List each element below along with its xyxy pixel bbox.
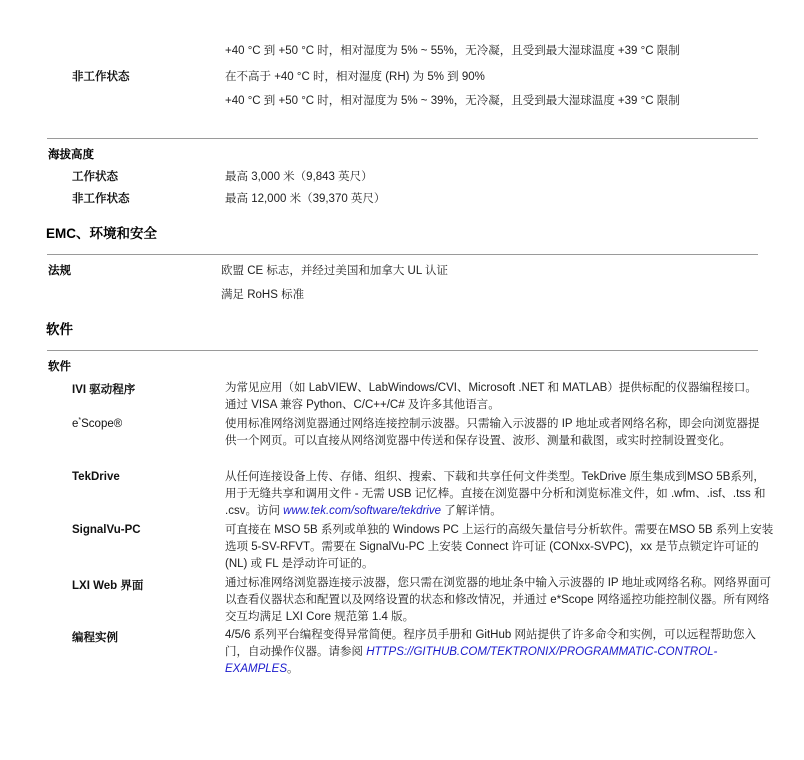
divider-emc: [47, 254, 758, 255]
programming-examples-description: [225, 627, 775, 678]
programming-text-after: 。: [287, 663, 299, 675]
escope-label-text: e*Scope®: [72, 417, 123, 430]
escope-label: [72, 418, 122, 430]
lxi-web-description: 通过标准网络浏览器连接示波器，您只需在浏览器的地址条中输入示波器的 IP 地址或网络名称。网络界面可以查看仪器状态和配置以及网络设置的状态和修改情况，并通过 e*Scope 网络遥控功能控制仪器。所有网络交互均满足 LXI Core 规范第 1.4 版。: [225, 577, 772, 623]
operating-humidity-line2: +40 °C 到 +50 °C 时，相对湿度为 5% ~ 55%，无冷凝，且受到最大湿球温度 +39 °C 限制: [225, 45, 680, 57]
divider-altitude: [47, 138, 758, 139]
emc-section-heading: EMC、环境和安全: [46, 226, 157, 241]
programming-text-before: 4/5/6 系列平台编程变得异常简便。程序员手册和 GitHub 网站提供了许多命令和实例，可以远程帮助您入门，自动操作仪器。请参阅: [225, 629, 756, 658]
ivi-driver-label: IVI 驱动程序: [72, 384, 136, 396]
divider-software: [47, 350, 758, 351]
altitude-operating-label: 工作状态: [72, 171, 118, 183]
altitude-non-operating-label: 非工作状态: [72, 193, 130, 205]
software-section-heading: 软件: [46, 322, 73, 337]
tekdrive-link[interactable]: www.tek.com/software/tekdrive: [283, 505, 441, 517]
tekdrive-text-after: 了解详情。: [441, 505, 502, 517]
escope-description: 使用标准网络浏览器通过网络连接控制示波器。只需输入示波器的 IP 地址或者网络名称，即会向浏览器提供一个网页。可以直接从网络浏览器中传送和保存设置、波形、测量和截图，或实时控制设置变化。: [225, 418, 760, 447]
signalvu-description: 可直接在 MSO 5B 系列或单独的 Windows PC 上运行的高级矢量信号分析软件。需要在MSO 5B 系列上安装选项 5-SV-RFVT。需要在 SignalVu-PC 上安装 Connect 许可证 (CONxx-SVPC)，xx 是节点锁定许可证的 (NL) 或 FL 是浮动许可证的。: [225, 524, 774, 570]
regulatory-line2: 满足 RoHS 标准: [221, 289, 305, 301]
signalvu-label: SignalVu-PC: [72, 524, 141, 536]
ivi-driver-description: 为常见应用（如 LabVIEW、LabWindows/CVI、Microsoft .NET 和 MATLAB）提供标配的仪器编程接口。通过 VISA 兼容 Python、C/C++/C# 及许多其他语言。: [225, 382, 757, 411]
tekdrive-description: [225, 469, 770, 520]
regulatory-line1: 欧盟 CE 标志，并经过美国和加拿大 UL 认证: [221, 265, 449, 277]
lxi-web-label: LXI Web 界面: [72, 580, 144, 592]
github-examples-link[interactable]: HTTPS://GITHUB.COM/TEKTRONIX/PROGRAMMATIC-CONTROL-EXAMPLES: [225, 646, 718, 675]
non-operating-humidity-label: 非工作状态: [72, 71, 130, 83]
regulatory-label: 法规: [48, 265, 71, 277]
software-subheading: 软件: [48, 361, 71, 373]
tekdrive-label: TekDrive: [72, 471, 120, 483]
altitude-non-operating-value: 最高 12,000 米（39,370 英尺）: [225, 193, 386, 205]
non-operating-humidity-line1: 在不高于 +40 °C 时，相对湿度 (RH) 为 5% 到 90%: [225, 71, 485, 83]
programming-examples-label: 编程实例: [72, 632, 118, 644]
altitude-operating-value: 最高 3,000 米（9,843 英尺）: [225, 171, 373, 183]
non-operating-humidity-line2: +40 °C 到 +50 °C 时，相对湿度为 5% ~ 39%，无冷凝，且受到最大湿球温度 +39 °C 限制: [225, 95, 680, 107]
tekdrive-text-before: 从任何连接设备上传、存储、组织、搜索、下载和共享任何文件类型。TekDrive 原生集成到MSO 5B系列，用于无缝共享和调用文件 - 无需 USB 记忆棒。直接在浏览器中分析和浏览标准文件，如 .wfm、.isf、.tss 和 .csv。访问: [225, 471, 766, 517]
altitude-heading: 海拔高度: [48, 149, 94, 161]
